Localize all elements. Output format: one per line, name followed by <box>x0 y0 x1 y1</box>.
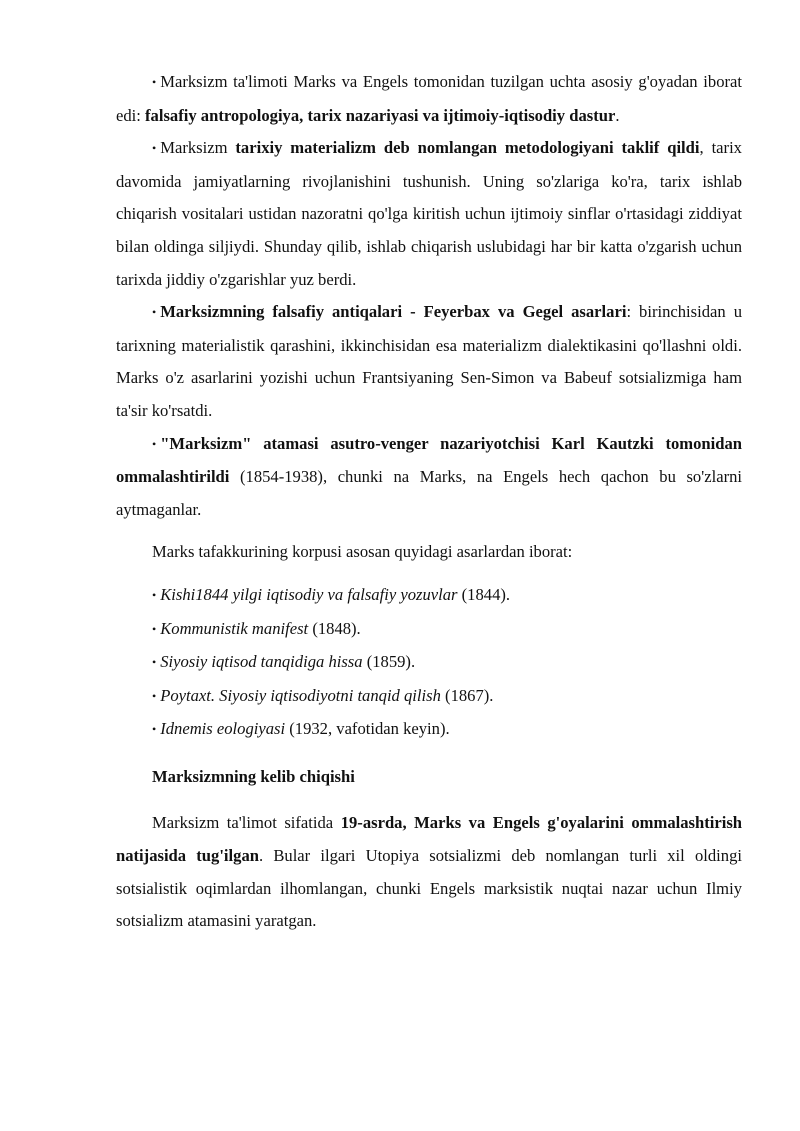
list-item <box>116 579 742 613</box>
list-item <box>116 713 742 747</box>
work-title: Kishi1844 yilgi iqtisodiy va falsafiy yozuvlar <box>160 584 458 604</box>
bold-text: 19-asrda, Marks va Engels g'oyalarini ommalashtirish natijasida tug'ilgan <box>116 813 743 866</box>
bullet-icon: • <box>152 621 157 636</box>
text-segment: (1854-1938), chunki na Marks, na Engels hech qachon bu so'zlarni aytmaganlar. <box>116 467 742 519</box>
text-segment: : birinchisidan u tarixning materialistik qarashini, ikkinchisidan esa materializm dialektikasini qo'llashni oldi. Marks o'z asarlarini yozishi uchun Frantsiyaning Sen-Simon va Babeuf sotsializmiga ham ta'sir ko'rsatdi. <box>116 302 742 420</box>
work-year: (1848). <box>308 618 361 638</box>
bullet-paragraph-1 <box>116 66 742 132</box>
list-item <box>116 613 742 647</box>
bold-text: Marksizmning falsafiy antiqalari - Feyerbax va Gegel asarlari <box>160 302 627 322</box>
text-segment: Marksizm ta'limot sifatida <box>152 813 341 833</box>
text-segment: Marksizm ta'limoti Marks va Engels tomonidan tuzilgan uchta asosiy g'oyadan iborat edi: <box>116 72 742 125</box>
work-title: Idnemis eologiyasi <box>160 719 286 739</box>
work-title: Siyosiy iqtisod tanqidiga hissa <box>160 652 363 672</box>
bullet-icon: • <box>152 722 157 737</box>
works-list <box>116 579 742 747</box>
final-paragraph <box>116 807 742 937</box>
text-segment: . Bular ilgari Utopiya sotsializmi deb nomlangan turli xil oldingi sotsialistik oqimlardan ilhomlangan, chunki Engels marksistik nuqtai nazar uchun Ilmiy sotsializm atamasini yaratgan. <box>116 846 742 931</box>
work-year: (1867). <box>440 685 494 705</box>
text-segment: , tarix davomida jamiyatlarning rivojlanishini tushunish. Uning so'zlariga ko'ra, tarix ishlab chiqarish vositalari ustidan nazoratni qo'lga kiritish uchun ijtimoiy sinflar o'rtasidagi ziddiyat bilan oldinga siljiydi. Shunday qilib, ishlab chiqarish uslubidagi har bir katta o'zgarish uchun tarixda jiddiy o'zgarishlar yuz berdi. <box>116 138 742 289</box>
bullet-icon: • <box>152 655 157 670</box>
list-item <box>116 646 742 680</box>
bullet-icon: • <box>152 587 157 602</box>
text-segment: . <box>615 105 620 125</box>
intro-paragraph: Marks tafakkurining korpusi asosan quyidagi asarlardan iborat: <box>152 542 573 562</box>
text-segment: Marksizm <box>160 138 236 158</box>
work-title: Poytaxt. Siyosiy iqtisodiyotni tanqid qilish <box>160 685 441 705</box>
bullet-icon: • <box>152 75 157 89</box>
work-year: (1859). <box>362 652 416 672</box>
section-heading: Marksizmning kelib chiqishi <box>152 766 355 786</box>
bullet-icon: • <box>152 688 157 703</box>
bullet-paragraph-2 <box>116 132 742 296</box>
work-year: (1932, vafotidan keyin). <box>285 719 450 739</box>
bullet-paragraph-3 <box>116 296 742 427</box>
document-page <box>116 66 742 938</box>
work-title: Kommunistik manifest <box>160 618 309 638</box>
bold-text: tarixiy materializm deb nomlangan metodologiyani taklif qildi <box>235 138 700 158</box>
list-item <box>116 680 742 714</box>
bullet-icon: • <box>152 436 157 451</box>
bullet-icon: • <box>152 141 157 156</box>
bold-text: "Marksizm" atamasi asutro-venger nazariyotchisi Karl Kautzki tomonidan ommalashtirildi <box>116 433 742 487</box>
work-year: (1844). <box>457 584 511 604</box>
bold-text: falsafiy antropologiya, tarix nazariyasi va ijtimoiy-iqtisodiy dastur <box>145 105 616 125</box>
bullet-icon: • <box>152 305 157 320</box>
bullet-paragraph-4 <box>116 428 742 527</box>
